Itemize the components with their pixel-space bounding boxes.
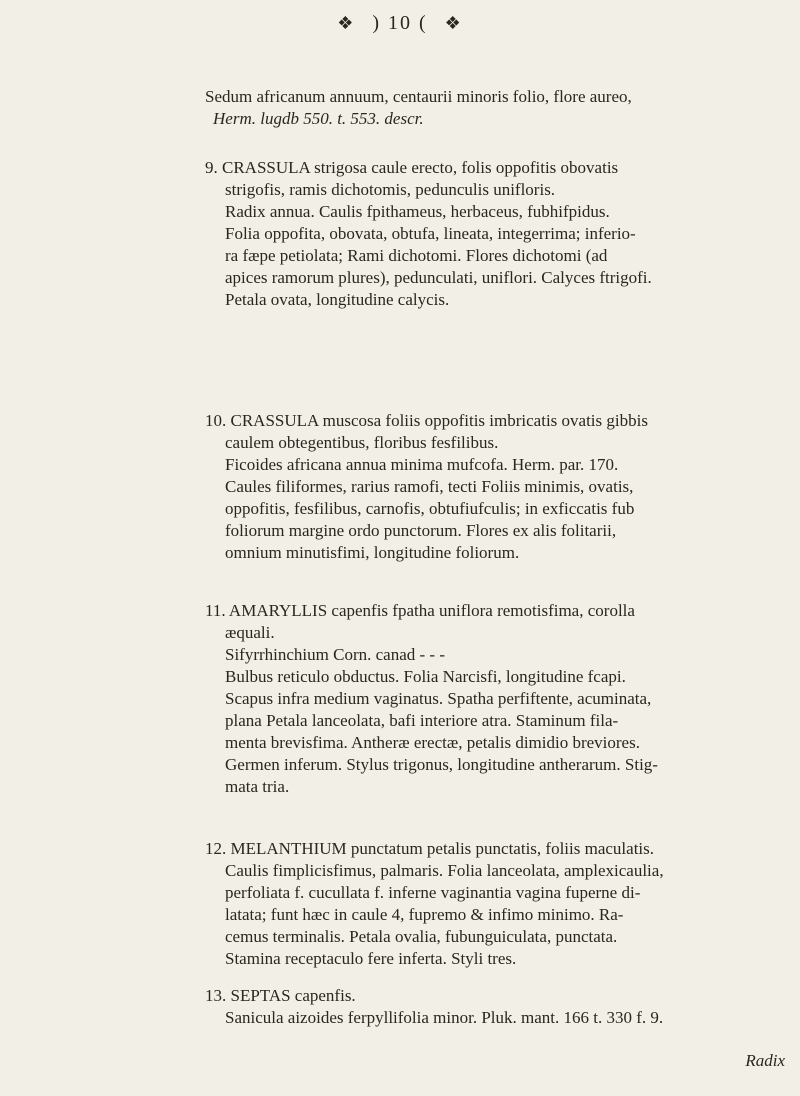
entry-line: 12. MELANTHIUM punctatum petalis punctatis, foliis maculatis. [205, 839, 655, 858]
entry-line: Caulis fimplicisfimus, palmaris. Folia lanceolata, amplexicaulia, [225, 861, 664, 880]
page-number: ) 10 ( [372, 12, 428, 34]
entry-septas [195, 985, 785, 1029]
entry-line: æquali. [225, 623, 275, 642]
page-header [0, 12, 800, 34]
left-ornament-icon: ❖ [337, 13, 356, 33]
entry-line: Germen inferum. Stylus trigonus, longitudine antherarum. Stig- [225, 755, 658, 774]
entry-line: Sanicula aizoides ferpyllifolia minor. Pluk. mant. 166 t. 330 f. 9. [225, 1008, 664, 1027]
entry-line: plana Petala lanceolata, bafi interiore atra. Staminum fila- [225, 711, 619, 730]
entry-line: Radix annua. Caulis fpithameus, herbaceus, fubhifpidus. [225, 202, 610, 221]
entry-line: caulem obtegentibus, floribus fesfilibus. [225, 433, 499, 452]
entry-line: apices ramorum plures), pedunculati, uniflori. Calyces ftrigofi. [225, 268, 652, 287]
entry-crassula-muscosa [195, 410, 785, 564]
entry-line: omnium minutisfimi, longitudine foliorum. [225, 543, 520, 562]
entry-line: foliorum margine ordo punctorum. Flores ex alis folitarii, [225, 521, 617, 540]
entry-crassula-strigosa [195, 157, 785, 311]
entry-line: 10. CRASSULA muscosa foliis oppofitis imbricatis ovatis gibbis [205, 411, 648, 430]
entry-line: Petala ovata, longitudine calycis. [225, 290, 450, 309]
entry-line: Herm. lugdb 550. t. 553. descr. [213, 109, 424, 128]
entry-amaryllis [195, 600, 785, 798]
entry-line: Sifyrrhinchium Corn. canad - - - [225, 645, 445, 664]
entry-line: Sedum africanum annuum, centaurii minoris folio, flore aureo, [205, 87, 632, 106]
entry-line: perfoliata f. cucullata f. inferne vaginantia vagina fuperne di- [225, 883, 641, 902]
entry-line: mata tria. [225, 777, 290, 796]
entry-line: strigofis, ramis dichotomis, pedunculis unifloris. [225, 180, 556, 199]
entry-line: Folia oppofita, obovata, obtufa, lineata, integerrima; inferio- [225, 224, 636, 243]
entry-line: 11. AMARYLLIS capenfis fpatha uniflora remotisfima, corolla [205, 601, 635, 620]
entry-line: 13. SEPTAS capenfis. [205, 986, 356, 1005]
entry-line: oppofitis, fesfilibus, carnofis, obtufiufculis; in exficcatis fub [225, 499, 635, 518]
entry-line: cemus terminalis. Petala ovalia, fubunguiculata, punctata. [225, 927, 618, 946]
entry-line: Stamina receptaculo fere inferta. Styli tres. [225, 949, 517, 968]
entry-line: Scapus infra medium vaginatus. Spatha perfiftente, acuminata, [225, 689, 652, 708]
entry-sedum [195, 86, 785, 130]
entry-line: ra fæpe petiolata; Rami dichotomi. Flores dichotomi (ad [225, 246, 608, 265]
entry-melanthium [195, 838, 785, 970]
right-ornament-icon: ❖ [444, 13, 463, 33]
entry-line: Ficoides africana annua minima mufcofa. Herm. par. 170. [225, 455, 619, 474]
entry-line: 9. CRASSULA strigosa caule erecto, folis oppofitis obovatis [205, 158, 619, 177]
entry-line: Caules filiformes, rarius ramofi, tecti Foliis minimis, ovatis, [225, 477, 634, 496]
catchword: Radix [745, 1051, 785, 1070]
entry-line: Bulbus reticulo obductus. Folia Narcisfi, longitudine fcapi. [225, 667, 626, 686]
entry-line: menta brevisfima. Antheræ erectæ, petalis dimidio breviores. [225, 733, 640, 752]
entry-line: latata; funt hæc in caule 4, fupremo & infimo minimo. Ra- [225, 905, 624, 924]
